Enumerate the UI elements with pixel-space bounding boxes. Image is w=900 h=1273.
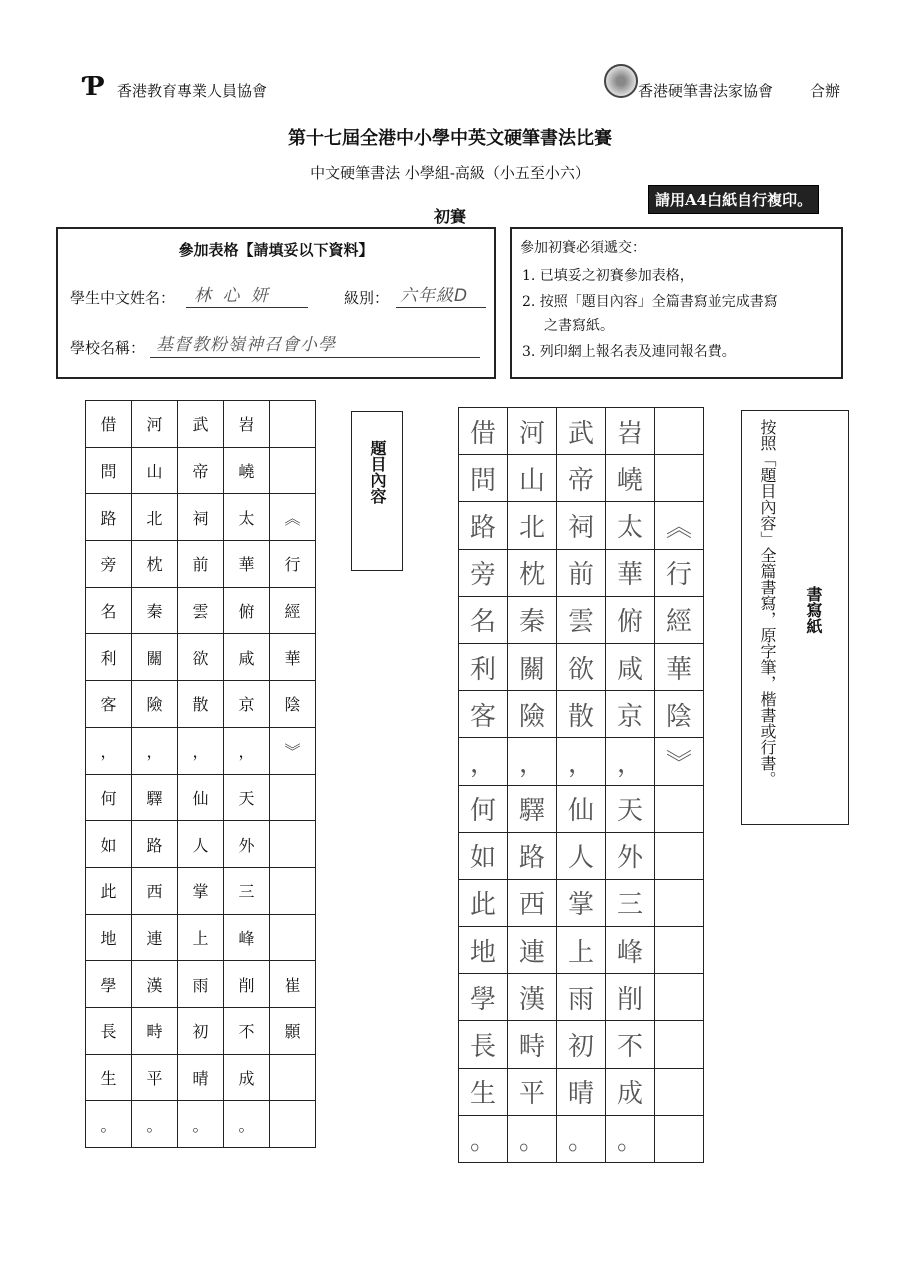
topic-cell: 晴 [178,1054,224,1101]
written-cell: 帝 [557,455,606,502]
topic-cell: 連 [132,914,178,961]
written-cell: 華 [606,549,655,596]
written-cell: 生 [459,1068,508,1115]
topic-cell: 岧 [224,401,270,448]
written-cell: 平 [508,1068,557,1115]
topic-cell: ︾ [270,727,316,774]
topic-cell: 掌 [178,867,224,914]
topic-label: 題目內容 [368,440,387,504]
topic-cell: 枕 [132,541,178,588]
topic-cell: 欲 [178,634,224,681]
grade-label: 級別： [344,289,390,307]
written-cell: 峰 [606,927,655,974]
application-form [56,227,496,379]
grid-row [86,541,316,588]
written-cell [655,455,704,502]
written-cell: 雲 [557,596,606,643]
topic-cell: 顥 [270,1007,316,1054]
written-cell: 前 [557,549,606,596]
topic-cell: 利 [86,634,132,681]
topic-cell: 地 [86,914,132,961]
topic-cell: 咸 [224,634,270,681]
written-cell: 華 [655,643,704,690]
grid-row [459,408,704,455]
written-cell: 路 [459,502,508,549]
page-subtitle: 中文硬筆書法 小學組-高級（小五至小六） [310,164,590,182]
topic-cell: 華 [270,634,316,681]
written-cell [655,1115,704,1162]
written-cell: 三 [606,879,655,926]
grid-row [86,1054,316,1101]
grid-row [459,927,704,974]
written-cell: 借 [459,408,508,455]
grid-row [459,1115,704,1162]
written-cell: 驛 [508,785,557,832]
requirement-item: 3. 列印網上報名表及連同報名費。 [522,344,736,360]
topic-cell: 崔 [270,961,316,1008]
topic-cell: 天 [224,774,270,821]
round-label: 初賽 [433,207,466,226]
topic-cell: 生 [86,1054,132,1101]
written-cell [655,1068,704,1115]
topic-cell: 峰 [224,914,270,961]
school-field[interactable]: 基督教粉嶺神召會小學 [156,335,336,355]
requirement-item: 1. 已填妥之初賽參加表格， [522,268,694,284]
written-cell [655,974,704,1021]
written-cell [655,927,704,974]
written-cell [655,879,704,926]
topic-cell: 如 [86,821,132,868]
written-cell: ， [459,738,508,785]
topic-cell: 經 [270,587,316,634]
written-cell: 。 [606,1115,655,1162]
written-cell: 晴 [557,1068,606,1115]
topic-cell: 學 [86,961,132,1008]
written-cell: 咸 [606,643,655,690]
written-cell: 上 [557,927,606,974]
written-cell: 武 [557,408,606,455]
written-cell: 山 [508,455,557,502]
grid-row [459,879,704,926]
grid-row [459,502,704,549]
name-label: 學生中文姓名： [70,289,176,307]
written-cell: 學 [459,974,508,1021]
topic-cell: 關 [132,634,178,681]
form-heading: 參加表格【請填妥以下資料】 [178,241,374,259]
topic-cell [270,1054,316,1101]
grid-row [459,974,704,1021]
topic-cell: 雨 [178,961,224,1008]
grid-row [86,867,316,914]
written-cell: 漢 [508,974,557,1021]
school-underline [150,357,480,358]
grid-row [86,447,316,494]
written-cell: 秦 [508,596,557,643]
topic-cell: 陰 [270,681,316,728]
written-cell: 陰 [655,691,704,738]
grid-row [459,455,704,502]
written-cell: 散 [557,691,606,738]
topic-cell: 初 [178,1007,224,1054]
topic-content-grid [85,400,316,1148]
topic-cell: 畤 [132,1007,178,1054]
written-cell: 削 [606,974,655,1021]
written-cell: 路 [508,832,557,879]
grid-row [459,1021,704,1068]
written-cell: ， [508,738,557,785]
grid-row [459,785,704,832]
topic-cell: 。 [86,1101,132,1148]
association-seal-icon [604,64,638,98]
topic-cell [270,401,316,448]
topic-cell: 太 [224,494,270,541]
topic-cell: ， [132,727,178,774]
topic-cell: ︽ [270,494,316,541]
topic-cell: 平 [132,1054,178,1101]
topic-cell: 帝 [178,447,224,494]
grid-row [86,727,316,774]
written-cell: 旁 [459,549,508,596]
written-cell: 京 [606,691,655,738]
written-cell [655,1021,704,1068]
topic-cell: 。 [178,1101,224,1148]
grid-row [86,821,316,868]
grid-row [459,549,704,596]
topic-cell: 旁 [86,541,132,588]
grade-field[interactable]: 六年級D [400,286,469,306]
written-cell: 不 [606,1021,655,1068]
name-underline [186,307,308,308]
written-cell: 客 [459,691,508,738]
topic-cell: 路 [132,821,178,868]
writing-paper-label: 書寫紙 [804,586,823,634]
grid-row [86,587,316,634]
requirements-heading: 參加初賽必須遞交： [520,240,646,256]
written-cell: ， [557,738,606,785]
topic-label-box [351,411,403,571]
written-cell: 初 [557,1021,606,1068]
topic-cell: 仙 [178,774,224,821]
topic-cell: 路 [86,494,132,541]
written-cell: 。 [557,1115,606,1162]
topic-cell: ， [86,727,132,774]
grid-row [86,401,316,448]
grid-row [86,681,316,728]
organizer-right: 香港硬筆書法家協會 [638,82,774,100]
written-cell: 嶢 [606,455,655,502]
written-cell: 關 [508,643,557,690]
grid-row [86,914,316,961]
written-cell: 險 [508,691,557,738]
topic-cell: 驛 [132,774,178,821]
topic-cell: 。 [132,1101,178,1148]
topic-cell: 雲 [178,587,224,634]
written-cell: 人 [557,832,606,879]
written-cell: 外 [606,832,655,879]
topic-cell: 武 [178,401,224,448]
topic-cell: 北 [132,494,178,541]
grid-row [86,961,316,1008]
topic-cell [270,914,316,961]
association-logo: Ƥ [85,72,105,102]
topic-cell: 客 [86,681,132,728]
written-cell: 行 [655,549,704,596]
written-cell: 北 [508,502,557,549]
grade-underline [396,307,486,308]
written-cell: 掌 [557,879,606,926]
topic-cell: ， [178,727,224,774]
grid-row [86,634,316,681]
written-cell: 連 [508,927,557,974]
school-label: 學校名稱： [70,339,146,357]
name-field[interactable]: 林 心 妍 [194,286,271,306]
written-cell: 長 [459,1021,508,1068]
topic-cell: 俯 [224,587,270,634]
written-cell: 名 [459,596,508,643]
submission-requirements [510,227,843,379]
requirement-item: 之書寫紙。 [544,318,614,334]
written-cell: 成 [606,1068,655,1115]
print-notice-badge: 請用A4白紙自行複印。 [648,185,819,214]
written-cell: 太 [606,502,655,549]
writing-paper-label-box [741,410,849,825]
topic-cell: 三 [224,867,270,914]
topic-cell: 嶢 [224,447,270,494]
requirement-item: 2. 按照「題目內容」全篇書寫並完成書寫 [522,294,778,310]
topic-cell: 前 [178,541,224,588]
written-cell: 欲 [557,643,606,690]
grid-row [459,738,704,785]
written-cell: 西 [508,879,557,926]
topic-cell: 何 [86,774,132,821]
written-cell: 問 [459,455,508,502]
written-cell: 地 [459,927,508,974]
writing-instruction: 按照「題目內容」全篇書寫，原字筆，楷書或行書。 [758,419,777,787]
topic-cell [270,774,316,821]
topic-cell [270,867,316,914]
topic-cell: 人 [178,821,224,868]
topic-cell: 山 [132,447,178,494]
written-cell: 岧 [606,408,655,455]
topic-cell: 問 [86,447,132,494]
written-cell: 此 [459,879,508,926]
grid-row [86,494,316,541]
grid-row [459,643,704,690]
topic-cell: 散 [178,681,224,728]
topic-cell: 險 [132,681,178,728]
topic-cell: 漢 [132,961,178,1008]
written-cell [655,408,704,455]
topic-cell: 秦 [132,587,178,634]
written-cell: 。 [508,1115,557,1162]
grid-row [459,832,704,879]
written-cell: 枕 [508,549,557,596]
topic-cell: 外 [224,821,270,868]
topic-cell: 成 [224,1054,270,1101]
topic-cell: 削 [224,961,270,1008]
written-cell: ︽ [655,502,704,549]
topic-cell: ， [224,727,270,774]
written-cell: 經 [655,596,704,643]
written-cell: 利 [459,643,508,690]
grid-row [86,774,316,821]
topic-cell: 此 [86,867,132,914]
written-cell: 何 [459,785,508,832]
page-title: 第十七屆全港中小學中英文硬筆書法比賽 [288,128,612,149]
topic-cell: 河 [132,401,178,448]
organizer-left: 香港教育專業人員協會 [117,82,268,100]
written-cell [655,832,704,879]
topic-cell [270,821,316,868]
grid-row [459,1068,704,1115]
co-host-label: 合辦 [810,82,841,100]
topic-cell: 西 [132,867,178,914]
topic-cell: 上 [178,914,224,961]
written-cell: 雨 [557,974,606,1021]
topic-cell: 長 [86,1007,132,1054]
topic-cell: 祠 [178,494,224,541]
written-cell: 如 [459,832,508,879]
written-cell: 畤 [508,1021,557,1068]
topic-cell [270,447,316,494]
written-cell: ︾ [655,738,704,785]
topic-cell [270,1101,316,1148]
written-cell: 仙 [557,785,606,832]
written-cell: 。 [459,1115,508,1162]
written-cell [655,785,704,832]
grid-row [86,1007,316,1054]
grid-row [459,596,704,643]
topic-cell: 不 [224,1007,270,1054]
topic-cell: 名 [86,587,132,634]
written-cell: 河 [508,408,557,455]
written-cell: 祠 [557,502,606,549]
topic-cell: 借 [86,401,132,448]
grid-row [86,1101,316,1148]
writing-paper-grid [458,407,704,1163]
topic-cell: 京 [224,681,270,728]
topic-cell: 行 [270,541,316,588]
grid-row [459,691,704,738]
written-cell: 俯 [606,596,655,643]
written-cell: 天 [606,785,655,832]
topic-cell: 華 [224,541,270,588]
topic-cell: 。 [224,1101,270,1148]
written-cell: ， [606,738,655,785]
